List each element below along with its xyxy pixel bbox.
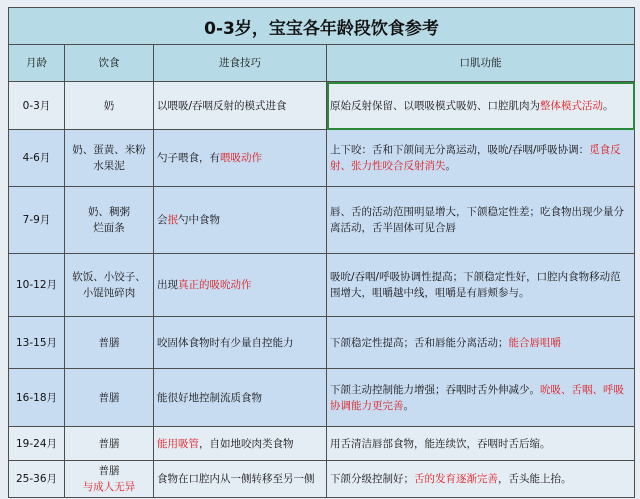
oral-run: 下颌主动控制能力增强；吞咽时舌外伸减少。 [330,383,540,396]
diet-text [72,142,146,174]
skill-cell[interactable] [154,130,327,187]
header-oral[interactable]: 口肌功能 [327,45,635,82]
diet-line: 普膳 [98,437,120,450]
skill-text [157,335,294,351]
table-row [8,461,635,498]
diet-cell[interactable] [65,187,154,254]
oral-run: 。 [403,399,414,412]
diet-line: 奶 [103,99,115,112]
age-cell[interactable]: 16-18月 [8,369,65,427]
oral-run: 上下咬：舌和下颌间无分离运动，吸吮/吞咽/呼吸协调： [330,144,590,156]
oral-highlight: 整体模式活动 [540,99,603,112]
skill-text [157,150,262,166]
diet-line: 普膳 [98,465,120,477]
skill-run: 会 [157,214,168,226]
age-cell[interactable]: 19-24月 [8,427,65,461]
skill-run: 勺中食物 [178,214,220,226]
oral-text [330,471,572,487]
oral-cell[interactable] [327,317,635,369]
age-cell[interactable]: 10-12月 [8,254,65,317]
diet-text [104,98,115,114]
skill-run: 勺子喂食，有 [157,152,220,164]
diet-line: 普膳 [98,336,120,349]
oral-text [330,204,631,236]
diet-line: 烂面条 [93,222,125,234]
skill-text [157,436,294,452]
skill-run: 咬固体食物时有少量自控能力 [157,336,294,349]
diet-cell[interactable] [65,317,154,369]
diet-cell[interactable] [65,254,154,317]
skill-run: ，自如地咬肉类食物 [199,437,294,450]
skill-run: 以喂吸/吞咽反射的模式进食 [157,99,287,112]
oral-run: 唇、舌的活动范围明显增大，下颌稳定性差；吃食物出现少量分离活动，舌半固体可见合唇 [330,206,624,234]
diet-table [8,7,635,498]
table-row [8,187,635,254]
table-row [8,254,635,317]
header-skill[interactable]: 进食技巧 [154,45,327,82]
oral-cell[interactable] [327,427,635,461]
diet-text [99,335,120,351]
diet-text [72,269,146,301]
oral-run: 原始反射保留、以喂吸模式吸奶、口腔肌肉为 [330,99,540,112]
skill-cell[interactable] [154,317,327,369]
oral-cell[interactable] [327,254,635,317]
skill-highlight: 喂吸动作 [220,152,262,164]
oral-text [330,269,631,301]
header-row [8,45,635,82]
table-row [8,427,635,461]
table-row [8,82,635,130]
oral-cell[interactable] [327,461,635,498]
skill-cell[interactable] [154,369,327,427]
skill-highlight: 能用吸管 [157,437,199,450]
skill-text [157,277,252,293]
oral-run: 用舌清洁唇部食物，能连续饮，吞咽时舌后缩。 [330,437,551,450]
skill-run: 出现 [157,279,178,291]
skill-text [157,212,220,228]
table-row [8,130,635,187]
age-cell[interactable]: 0-3月 [8,82,65,130]
diet-cell[interactable] [65,369,154,427]
oral-text [330,98,614,114]
age-cell[interactable]: 13-15月 [8,317,65,369]
diet-text [88,204,130,236]
oral-run: 。 [445,160,456,172]
diet-highlight: 与成人无异 [82,481,136,493]
oral-highlight: 吮吸、舌咽、呼吸协调能力更完善 [330,383,624,412]
oral-cell[interactable] [327,130,635,187]
skill-cell[interactable] [154,427,327,461]
skill-highlight: 抿 [167,214,178,226]
diet-cell[interactable] [65,130,154,187]
skill-text [157,98,287,114]
diet-line: 水果泥 [93,160,125,172]
table-row [8,369,635,427]
oral-text [330,142,631,174]
table-row [8,317,635,369]
skill-cell[interactable] [154,461,327,498]
oral-text [330,436,551,452]
header-diet[interactable]: 饮食 [65,45,154,82]
oral-run: 。 [603,99,614,112]
age-cell[interactable]: 4-6月 [8,130,65,187]
oral-highlight: 觅食反射、张力性咬合反射消失 [330,144,621,172]
skill-cell[interactable] [154,82,327,130]
diet-line: 奶、稠粥 [88,206,130,218]
skill-cell[interactable] [154,187,327,254]
skill-cell[interactable] [154,254,327,317]
diet-line: 软饭、小饺子、 [72,271,146,283]
oral-cell[interactable] [327,82,635,130]
oral-text [330,382,631,414]
oral-cell[interactable] [327,369,635,427]
diet-text [99,390,120,406]
diet-cell[interactable] [65,82,154,130]
oral-text [330,335,561,351]
diet-cell[interactable] [65,461,154,498]
oral-highlight: 能合唇咀嚼 [508,336,561,349]
diet-cell[interactable] [65,427,154,461]
skill-run: 食物在口腔内从一侧转移至另一侧 [157,473,315,485]
skill-text [157,471,315,487]
diet-line: 普膳 [98,391,120,404]
oral-run: 吸吮/吞咽/呼吸协调性提高；下颌稳定性好，口腔内食物移动范围增大，咀嚼越中线，咀嚼是有唇颊参与。 [330,271,621,299]
age-cell[interactable]: 7-9月 [8,187,65,254]
diet-text [99,436,120,452]
skill-text [157,390,262,406]
skill-highlight: 真正的吸吮动作 [178,279,252,291]
header-age[interactable]: 月龄 [8,45,65,82]
oral-run: 下颌分级控制好； [330,473,414,485]
age-cell[interactable]: 25-36月 [8,461,65,498]
diet-line: 小馄饨碎肉 [82,287,136,299]
oral-cell[interactable] [327,187,635,254]
oral-run: 下颌稳定性提高；舌和唇能分离活动； [330,336,509,349]
oral-highlight: 舌的发育逐渐完善 [414,473,498,485]
diet-text [83,463,136,495]
table-title: 0-3岁，宝宝各年龄段饮食参考 [8,7,635,45]
diet-line: 奶、蛋黄、米粉 [72,144,146,156]
oral-run: ，舌头能上抬。 [498,473,572,485]
skill-run: 能很好地控制流质食物 [157,391,262,404]
